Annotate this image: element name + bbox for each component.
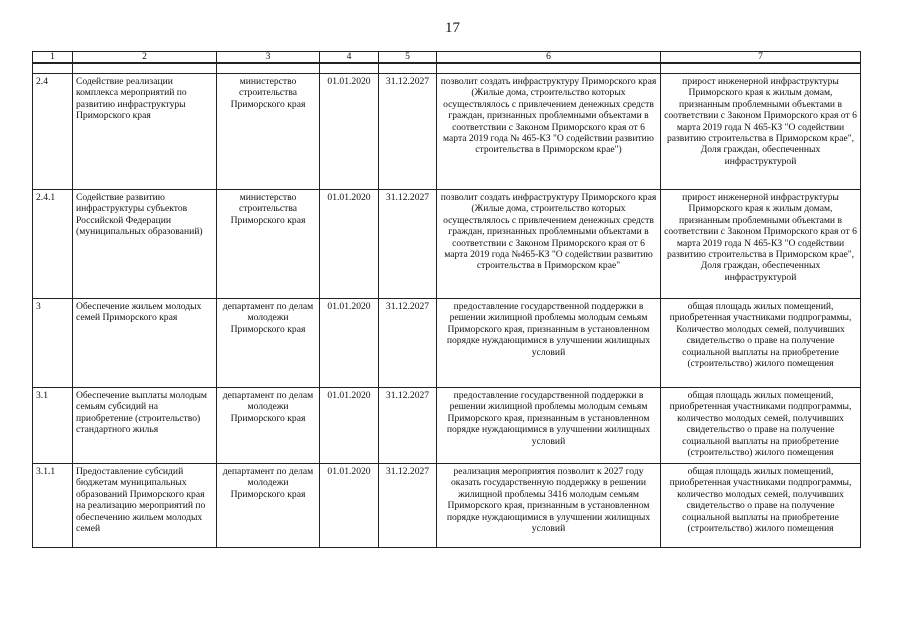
start-date: 01.01.2020 [320,299,379,388]
expected-result: предоставление государственной поддержки в решении жилищной проблемы молодым семьям Приморского края, признанным в установленном порядке нуждающимися в улучшении жилищных условий [437,299,661,388]
page-number: 17 [445,20,460,36]
start-date: 01.01.2020 [320,74,379,190]
program-activities-table [32,51,861,548]
row-number: 3.1.1 [33,464,73,548]
responsible-executor: министерство строительства Приморского края [217,190,320,299]
end-date: 31.12.2027 [379,190,437,299]
row-number: 2.4.1 [33,190,73,299]
activity-name: Содействие развитию инфраструктуры субъектов Российской Федерации (муниципальных образований) [73,190,217,299]
column-number-row [33,52,861,64]
target-indicator: прирост инженерной инфраструктуры Приморского края к жилым домам, признанным проблемными объектами в соответствии с Законом Приморского края от 6 марта 2019 года N 465-КЗ "О содействии развитию строительства в Приморском крае", Доля граждан, обеспеченных инфраструктурой [661,190,861,299]
activity-name: Обеспечение жильем молодых семей Приморского края [73,299,217,388]
table-row [33,299,861,388]
start-date: 01.01.2020 [320,388,379,464]
target-indicator: прирост инженерной инфраструктуры Приморского края к жилым домам, признанным проблемными объектами в соответствии с Законом Приморского края от 6 марта 2019 года N 465-КЗ "О содействии развитию строительства в Приморском крае", Доля граждан, обеспеченных инфраструктурой [661,74,861,190]
activity-name: Содействие реализации комплекса мероприятий по развитию инфраструктуры Приморского края [73,74,217,190]
activity-name: Обеспечение выплаты молодым семьям субсидий на приобретение (строительство) стандартного жилья [73,388,217,464]
expected-result: позволит создать инфраструктуру Приморского края (Жилые дома, строительство которых осуществлялось с привлечением денежных средств граждан, признанных проблемными объектами в соответствии с Законом Приморского края от 6 марта 2019 года № 465-КЗ "О содействии развитию строительства в Приморском крае") [437,74,661,190]
end-date: 31.12.2027 [379,388,437,464]
spacer-row [33,63,861,74]
expected-result: предоставление государственной поддержки в решении жилищной проблемы молодым семьям Приморского края, признанным в установленном порядке нуждающимися в улучшении жилищных условий [437,388,661,464]
expected-result: реализация мероприятия позволит к 2027 году оказать государственную поддержку в решении жилищной проблемы 3416 молодым семьям Приморского края, признанным в установленном порядке нуждающимися в улучшении жилищных условий [437,464,661,548]
table-row [33,190,861,299]
row-number: 3 [33,299,73,388]
end-date: 31.12.2027 [379,299,437,388]
table-row [33,388,861,464]
column-number: 4 [320,52,379,64]
responsible-executor: министерство строительства Приморского края [217,74,320,190]
responsible-executor: департамент по делам молодежи Приморского края [217,299,320,388]
target-indicator: общая площадь жилых помещений, приобретенная участниками подпрограммы, количество молодых семей, получивших свидетельство о праве на получение социальной выплаты на приобретение (строительство) жилого помещения [661,464,861,548]
responsible-executor: департамент по делам молодежи Приморского края [217,464,320,548]
column-number: 6 [437,52,661,64]
table-row [33,74,861,190]
target-indicator: общая площадь жилых помещений, приобретенная участниками подпрограммы, Количество молодых семей, получивших свидетельство о праве на получение социальной выплаты на приобретение (строительство) жилого помещения [661,299,861,388]
activity-name: Предоставление субсидий бюджетам муниципальных образований Приморского края на реализацию мероприятий по обеспечению жильем молодых семей [73,464,217,548]
end-date: 31.12.2027 [379,74,437,190]
start-date: 01.01.2020 [320,464,379,548]
responsible-executor: департамент по делам молодежи Приморского края [217,388,320,464]
column-number: 1 [33,52,73,64]
expected-result: позволит создать инфраструктуру Приморского края (Жилые дома, строительство которых осуществлялось с привлечением денежных средств граждан, признанных проблемными объектами в соответствии с Законом Приморского края от 6 марта 2019 года №465-КЗ "О содействии развитию строительства в Приморском крае" [437,190,661,299]
start-date: 01.01.2020 [320,190,379,299]
row-number: 3.1 [33,388,73,464]
end-date: 31.12.2027 [379,464,437,548]
column-number: 7 [661,52,861,64]
target-indicator: общая площадь жилых помещений, приобретенная участниками подпрограммы, количество молодых семей, получивших свидетельство о праве на получение социальной выплаты на приобретение (строительство) жилого помещения [661,388,861,464]
row-number: 2.4 [33,74,73,190]
column-number: 5 [379,52,437,64]
column-number: 2 [73,52,217,64]
table-row [33,464,861,548]
column-number: 3 [217,52,320,64]
